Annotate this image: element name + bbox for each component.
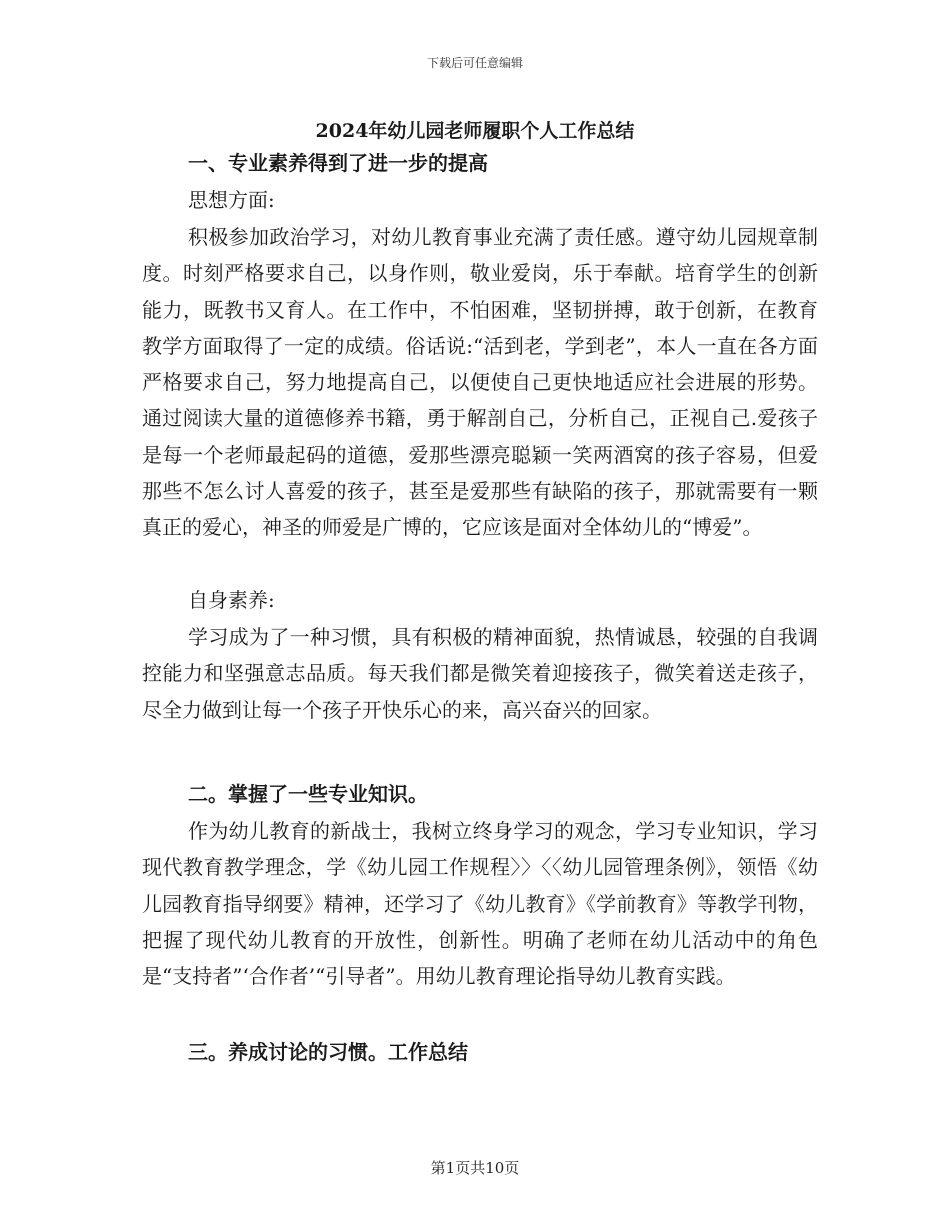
section-3-heading: 三。养成讨论的习惯。工作总结 bbox=[188, 1040, 468, 1064]
section-1-heading: 一、专业素养得到了进一步的提高 bbox=[188, 151, 488, 175]
section-2-heading: 二。掌握了一些专业知识。 bbox=[188, 782, 428, 806]
document-title: 2024年幼儿园老师履职个人工作总结 bbox=[315, 120, 635, 142]
label-thought: 思想方面: bbox=[188, 188, 275, 212]
label-self-quality: 自身素养: bbox=[188, 588, 275, 612]
paragraph-knowledge: 作为幼儿教育的新战士，我树立终身学习的观念，学习专业知识，学习现代教育教学理念，学《幼儿园工作规程〉〉〈〈幼儿园管理条例》，领悟《幼儿园教育指导纲要》精神，还学习了《幼儿教育》《学前教育》等教学刊物，把握了现代幼儿教育的开放性，创新性。明确了老师在幼儿活动中的角色是“支持者”‘合作者’“引导者”。用幼儿教育理论指导幼儿教育实践。 bbox=[142, 819, 818, 989]
paragraph-thought: 积极参加政治学习，对幼儿教育事业充满了责任感。遵守幼儿园规章制度。时刻严格要求自己，以身作则，敬业爱岗，乐于奉献。培育学生的创新能力，既教书又育人。在工作中，不怕困难，坚韧拼搏，敢于创新，在教育教学方面取得了一定的成绩。俗话说:“活到老，学到老”，本人一直在各方面严格要求自己，努力地提高自己，以便使自己更快地适应社会进展的形势。通过阅读大量的道德修养书籍，勇于解剖自己，分析自己，正视自己.爱孩子是每一个老师最起码的道德，爱那些漂亮聪颖一笑两酒窝的孩子容易，但爱那些不怎么讨人喜爱的孩子，甚至是爱那些有缺陷的孩子，那就需要有一颗真正的爱心，神圣的师爱是广博的，它应该是面对全体幼儿的“博爱”。 bbox=[142, 225, 818, 540]
paragraph-self-quality: 学习成为了一种习惯，具有积极的精神面貌，热情诚恳，较强的自我调控能力和坚强意志品质。每天我们都是微笑着迎接孩子，微笑着送走孩子，尽全力做到让每一个孩子开快乐心的来，高兴奋兴的回家。 bbox=[142, 625, 818, 722]
header-note: 下载后可任意编辑 bbox=[426, 56, 523, 70]
page-footer: 第1页共10页 bbox=[430, 1159, 520, 1177]
